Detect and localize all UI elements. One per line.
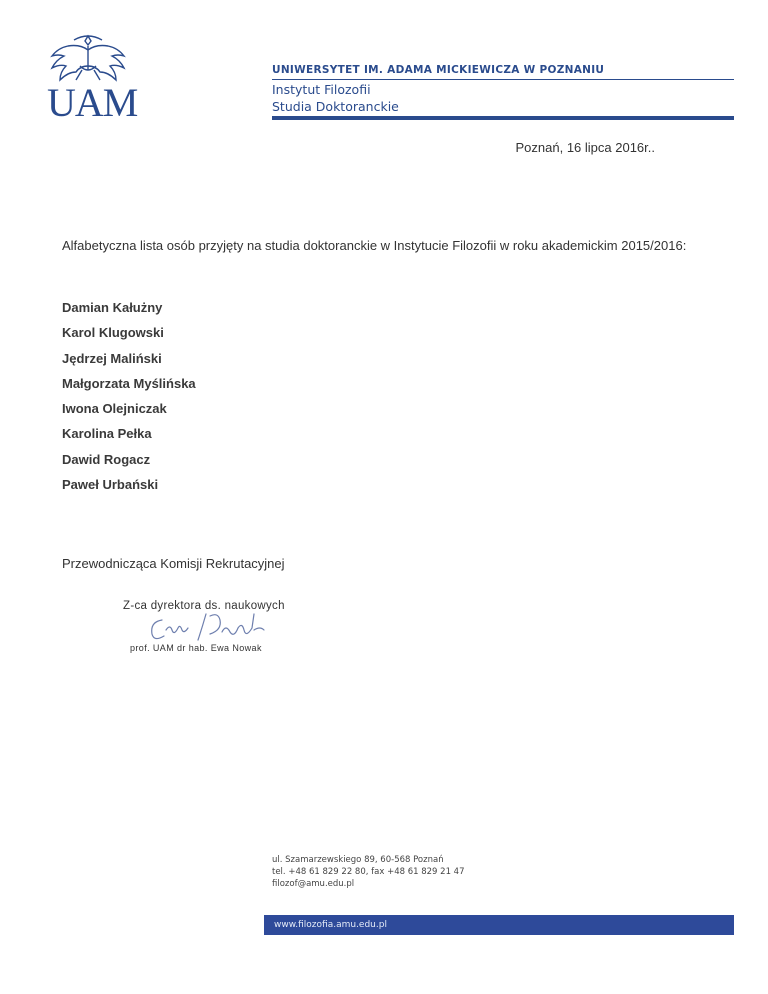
footer-phone: tel. +48 61 829 22 80, fax +48 61 829 21 47	[272, 867, 465, 877]
list-item: Damian Kałużny	[62, 300, 163, 315]
logo-wordmark: UAM	[47, 80, 138, 125]
list-item: Dawid Rogacz	[62, 451, 151, 467]
list-item: Iwona Olejniczak	[62, 401, 167, 417]
footer-email: filozof@amu.edu.pl	[272, 879, 355, 889]
header-rule-thin	[272, 79, 734, 80]
university-name: UNIWERSYTET IM. ADAMA MICKIEWICZA W POZNANIU	[272, 64, 605, 76]
footer-contact	[272, 854, 465, 890]
footer-address: ul. Szamarzewskiego 89, 60-568 Poznań	[272, 855, 444, 865]
letter-date: Poznań, 16 lipca 2016r..	[515, 140, 655, 155]
list-item: Karolina Pełka	[62, 426, 152, 442]
list-item: Jędrzej Maliński	[62, 350, 162, 366]
list-item: Małgorzata Myślińska	[62, 375, 196, 391]
department-name: Studia Doktoranckie	[272, 99, 399, 114]
institute-name: Instytut Filozofii	[272, 82, 371, 97]
header-rule-thick	[272, 116, 734, 120]
signer-name: prof. UAM dr hab. Ewa Nowak	[130, 643, 262, 653]
commission-title: Przewodnicząca Komisji Rekrutacyjnej	[62, 556, 285, 571]
list-item: Karol Klugowski	[62, 325, 164, 341]
intro-paragraph: Alfabetyczna lista osób przyjęty na studia doktoranckie w Instytucie Filozofii w roku akademickim 2015/2016:	[62, 238, 687, 253]
admitted-names-list	[62, 295, 196, 497]
list-item: Paweł Urbański	[62, 477, 159, 493]
stamp-title: Z-ca dyrektora ds. naukowych	[123, 600, 285, 612]
footer-website-bar: www.filozofia.amu.edu.pl	[264, 915, 734, 935]
